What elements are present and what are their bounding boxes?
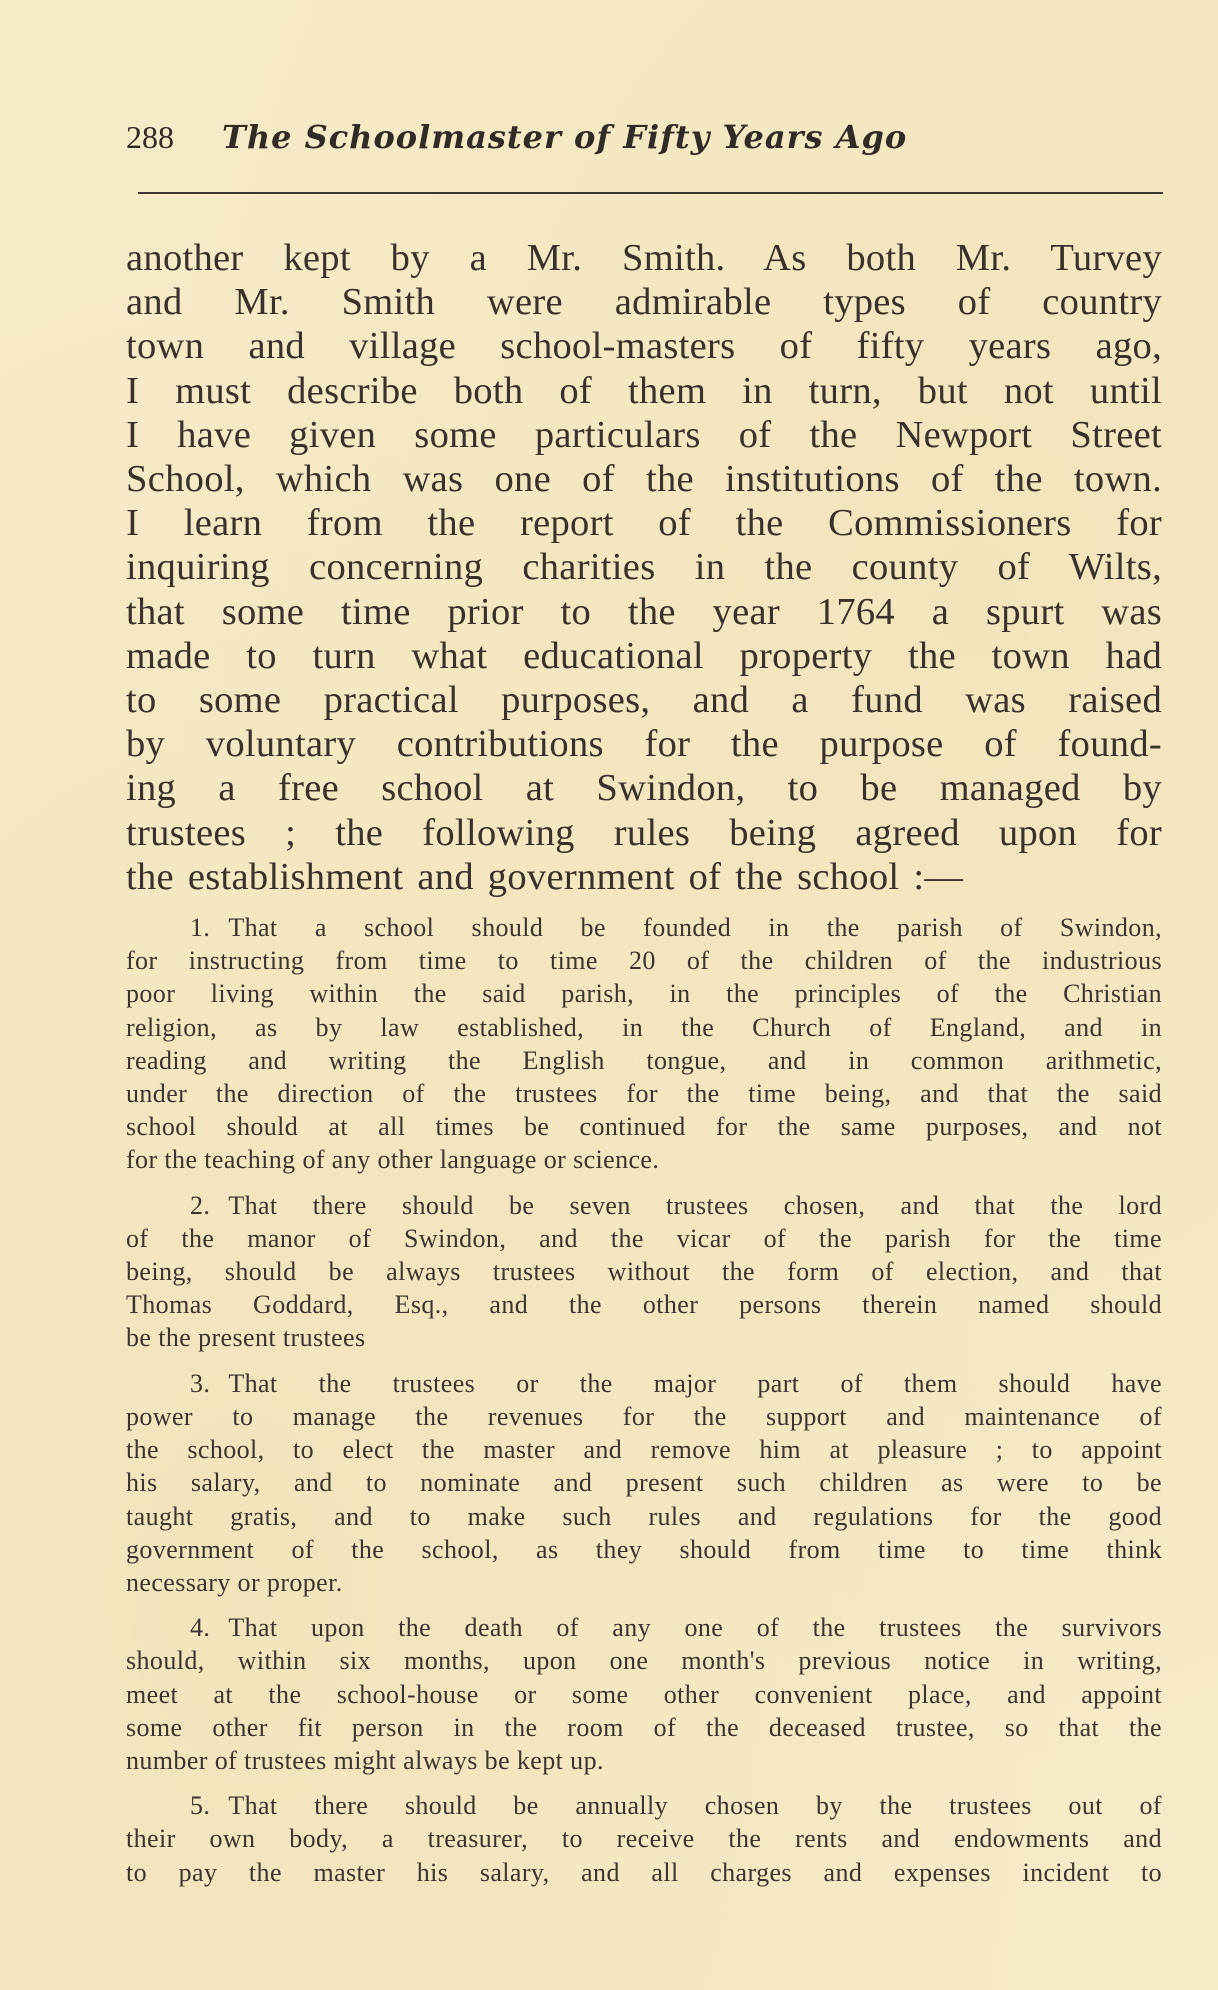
text-line: inquiring concerning charities in the county of Wilts, [126,546,1162,589]
rule-text: That a school should be founded in the parish of Swindon, [228,913,1162,943]
rule-line: some other fit person in the room of the deceased trustee, so that the [126,1712,1162,1742]
rule-line: power to manage the revenues for the support and maintenance of [126,1401,1162,1431]
rule-line: Thomas Goddard, Esq., and the other persons therein named should [126,1290,1162,1320]
rule-line: reading and writing the English tongue, and in common arithmetic, [126,1045,1162,1075]
rule-first-line [126,1789,1162,1822]
text-line: to some practical purposes, and a fund was raised [126,679,1162,722]
rule-line: necessary or proper. [126,1567,343,1597]
text-line: I have given some particulars of the Newport Street [126,413,1162,456]
rule-4 [126,1611,1162,1777]
rules-list [126,911,1162,1889]
rule-line: their own body, a treasurer, to receive the rents and endowments and [126,1824,1162,1854]
running-head [126,118,1166,156]
rule-line: for instructing from time to time 20 of the children of the industrious [126,946,1162,976]
text-line: that some time prior to the year 1764 a spurt was [126,590,1162,633]
rule-line: to pay the master his salary, and all charges and expenses incident to [126,1857,1162,1887]
rule-1 [126,911,1162,1177]
rule-line: meet at the school-house or some other convenient place, and appoint [126,1679,1162,1709]
text-line: and Mr. Smith were admirable types of country [126,281,1162,324]
rule-line: poor living within the said parish, in the principles of the Christian [126,979,1162,1009]
rule-number: 3. [190,1368,211,1398]
rule-first-line [126,1611,1162,1644]
rule-number: 4. [190,1613,211,1643]
rule-text: That there should be annually chosen by the trustees out of [228,1791,1162,1821]
rule-number: 1. [190,913,211,943]
rule-line: of the manor of Swindon, and the vicar of the parish for the time [126,1223,1162,1253]
rule-number: 2. [190,1190,211,1220]
text-line: made to turn what educational property the town had [126,634,1162,677]
text-line: School, which was one of the institutions of the town. [126,458,1162,501]
rule-first-line [126,1189,1162,1222]
rule-text: That the trustees or the major part of them should have [228,1368,1162,1398]
text-line: I must describe both of them in turn, but not until [126,369,1162,412]
page-number: 288 [126,119,174,155]
rule-text: That there should be seven trustees chosen, and that the lord [228,1190,1162,1220]
header-rule [138,192,1163,194]
rule-line: under the direction of the trustees for the time being, and that the said [126,1079,1162,1109]
text-line: ing a free school at Swindon, to be managed by [126,767,1162,810]
rule-line: being, should be always trustees without the form of election, and that [126,1257,1162,1287]
text-line: the establishment and government of the school :— [126,855,964,898]
rule-line: number of trustees might always be kept up. [126,1745,604,1775]
rule-5 [126,1789,1162,1889]
rule-line: for the teaching of any other language or science. [126,1145,660,1175]
running-title: The Schoolmaster of Fifty Years Ago [222,118,908,156]
text-line: another kept by a Mr. Smith. As both Mr. Turvey [126,237,1162,279]
rule-first-line [126,911,1162,944]
rule-line: school should at all times be continued for the same purposes, and not [126,1112,1162,1142]
rule-text: That upon the death of any one of the trustees the survivors [228,1613,1162,1643]
rule-line: his salary, and to nominate and present such children as were to be [126,1468,1162,1498]
main-paragraph [126,236,1162,899]
rule-line: should, within six months, upon one month's previous notice in writing, [126,1646,1162,1676]
rule-line: religion, as by law established, in the Church of England, and in [126,1012,1162,1042]
text-line: by voluntary contributions for the purpose of found- [126,723,1162,766]
text-line: town and village school-masters of fifty years ago, [126,325,1162,368]
rule-2 [126,1189,1162,1355]
rule-line: taught gratis, and to make such rules and regulations for the good [126,1501,1162,1531]
rule-line: be the present trustees [126,1323,366,1353]
rule-3 [126,1367,1162,1599]
page-body [126,236,1162,1901]
rule-line: government of the school, as they should from time to time think [126,1534,1162,1564]
text-line: I learn from the report of the Commissioners for [126,502,1162,545]
text-line: trustees ; the following rules being agreed upon for [126,811,1162,854]
rule-first-line [126,1367,1162,1400]
rule-number: 5. [190,1791,211,1821]
rule-line: the school, to elect the master and remove him at pleasure ; to appoint [126,1435,1162,1465]
